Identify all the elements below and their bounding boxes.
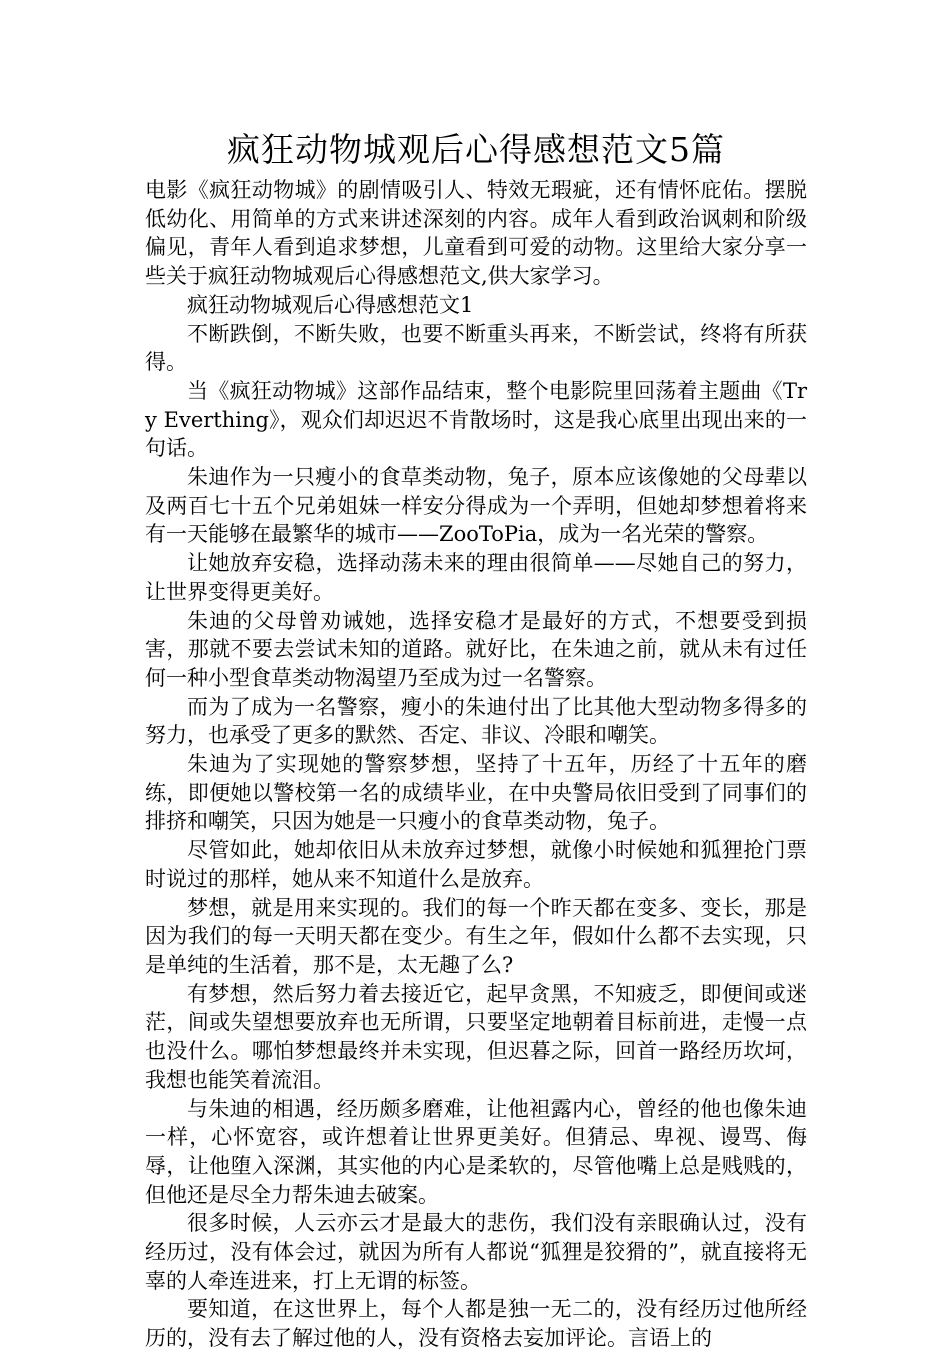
body-paragraph: 要知道，在这世界上，每个人都是独一无二的，没有经历过他所经历的，没有去了解过他的人，没有资格去妄加评论。言语上的 xyxy=(145,1297,807,1351)
document-body xyxy=(145,176,807,1353)
section-heading: 疯狂动物城观后心得感想范文1 xyxy=(187,292,474,317)
body-paragraph: 很多时候，人云亦云才是最大的悲伤，我们没有亲眼确认过，没有经历过，没有体会过，就因为所有人都说“狐狸是狡猾的”，就直接将无辜的人牵连进来，打上无谓的标签。 xyxy=(145,1211,807,1293)
body-paragraph: 当《疯狂动物城》这部作品结束，整个电影院里回荡着主题曲《Try Everthing》，观众们却迟迟不肯散场时，这是我心底里出现出来的一句话。 xyxy=(145,378,807,461)
body-paragraph: 与朱迪的相遇，经历颇多磨难，让他袒露内心，曾经的他也像朱迪一样，心怀宽容，或许想着让世界更美好。但猜忌、卑视、谩骂、侮辱，让他堕入深渊，其实他的内心是柔软的，尽管他嘴上总是贱贱的，但他还是尽全力帮朱迪去破案。 xyxy=(145,1096,807,1207)
body-paragraph: 朱迪作为一只瘦小的食草类动物，兔子，原本应该像她的父母辈以及两百七十五个兄弟姐妹一样安分得成为一个弄明，但她却梦想着将来有一天能够在最繁华的城市——ZooToPia，成为一名光荣的警察。 xyxy=(145,465,807,547)
body-paragraph: 尽管如此，她却依旧从未放弃过梦想，就像小时候她和狐狸抢门票时说过的那样，她从来不知道什么是放弃。 xyxy=(145,838,807,891)
body-paragraph: 而为了成为一名警察，瘦小的朱迪付出了比其他大型动物多得多的努力，也承受了更多的默然、否定、非议、冷眼和嘲笑。 xyxy=(145,694,807,748)
body-paragraph: 让她放弃安稳，选择动荡未来的理由很简单——尽她自己的努力，让世界变得更美好。 xyxy=(145,551,807,604)
body-paragraph: 朱迪为了实现她的警察梦想，坚持了十五年，历经了十五年的磨练，即便她以警校第一名的成绩毕业，在中央警局依旧受到了同事们的排挤和嘲笑，只因为她是一只瘦小的食草类动物，兔子。 xyxy=(145,752,807,834)
intro-paragraph: 电影《疯狂动物城》的剧情吸引人、特效无瑕疵，还有情怀庇佑。摆脱低幼化、用简单的方式来讲述深刻的内容。成年人看到政治讽刺和阶级偏见，青年人看到追求梦想，儿童看到可爱的动物。这里给大家分享一些关于疯狂动物城观后心得感想范文,供大家学习。 xyxy=(145,178,807,289)
body-paragraph: 朱迪的父母曾劝诫她，选择安稳才是最好的方式，不想要受到损害，那就不要去尝试未知的道路。就好比，在朱迪之前，就从未有过任何一种小型食草类动物渴望乃至成为过一名警察。 xyxy=(145,608,807,690)
body-paragraph: 有梦想，然后努力着去接近它，起早贪黑，不知疲乏，即便间或迷茫，间或失望想要放弃也无所谓，只要坚定地朝着目标前进，走慢一点也没什么。哪怕梦想最终并未实现，但迟暮之际，回首一路经历坎坷，我想也能笑着流泪。 xyxy=(145,981,807,1092)
body-paragraph: 不断跌倒，不断失败，也要不断重头再来，不断尝试，终将有所获得。 xyxy=(145,321,807,375)
document-page xyxy=(145,124,807,1353)
document-title: 疯狂动物城观后心得感想范文5篇 xyxy=(227,130,725,169)
body-paragraph: 梦想，就是用来实现的。我们的每一个昨天都在变多、变长，那是因为我们的每一天明天都在变少。有生之年，假如什么都不去实现，只是单纯的生活着，那不是，太无趣了么? xyxy=(145,895,807,977)
